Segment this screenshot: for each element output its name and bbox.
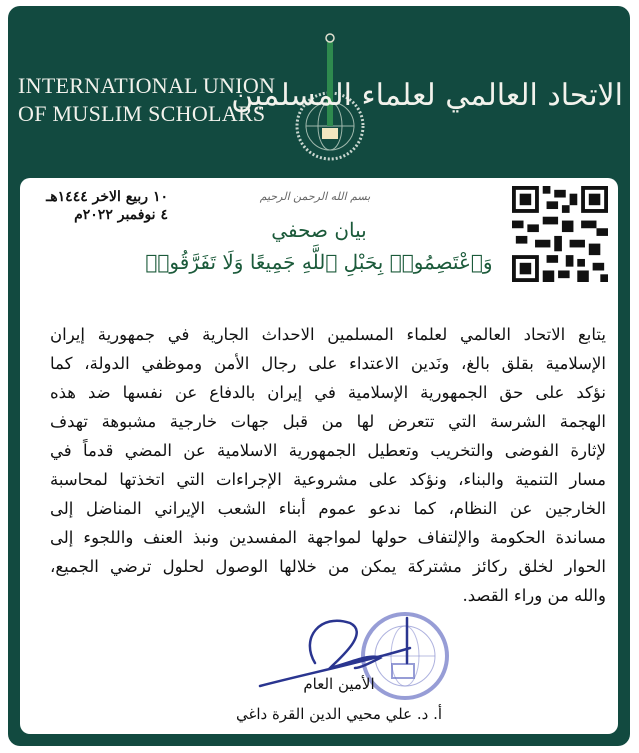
statement-body [50,320,606,610]
body-line: يتابع الاتحاد العالمي لعلماء المسلمين الاحداث الجارية في جمهورية إيران [50,325,606,344]
org-name-arabic-logo: الاتحاد العالمي لعلماء المسلمين [231,78,623,113]
body-line: لإثارة الفوضى والتخريب وتعطيل الجمهورية الاسلامية عن المضي قدماً في [50,441,606,460]
org-name-line2: OF MUSLIM SCHOLARS [18,101,266,126]
body-line: نؤكد على حق الجمهورية الإسلامية في إيران بالدفاع عن نفسها ضد هذه [50,383,606,402]
quran-verse: وَٱعْتَصِمُوا۟ بِحَبْلِ ٱللَّهِ جَمِيعًا وَلَا تَفَرَّقُوا۟ [145,250,493,274]
signature-and-stamp [220,608,480,708]
basmala: بسم الله الرحمن الرحيم [259,190,371,203]
signatory-role: الأمين العام [303,675,375,693]
gregorian-date: ٤ نوفمبر ٢٠٢٢م [74,207,168,223]
body-line: الخارجين عن النظام، كما ندعو عموم أبناء الشعب الإيراني المناضل إلى [50,499,606,518]
body-line: الإسلامية بقلق بالغ، ونَدين الاعتداء على رجال الأمن وموظفي الدولة، كما [50,354,606,373]
signatory-name: أ. د. علي محيي الدين القرة داغي [235,705,442,723]
body-line: مساندة الحكومة والإلتفاف حولها لمواجهة المفسدين ونبذ العنف واللجوء إلى [50,528,606,547]
letterhead-header [8,6,630,178]
letterhead-frame [8,6,630,746]
statement-title: بيان صحفي [271,218,367,242]
statement-panel [20,178,618,734]
body-line: الحوار لخلق ركائز مشتركة يمكن من خلالها الوصول لحلول ترضي الجميع، [50,557,606,576]
org-name-line1: INTERNATIONAL UNION [18,73,276,98]
body-line: والله من وراء القصد. [462,586,606,605]
hijri-date: ١٠ ربيع الاخر ١٤٤٤هـ [46,189,168,205]
body-line: الهجمة الشرسة التي تتعرض لها من قبل جهات خارجية مشبوهة تهدف [50,412,606,431]
body-line: مسار التنمية والبناء، ونؤكد على مشروعية الإجراءات التي اتخذتها لمحاسبة [50,470,606,489]
